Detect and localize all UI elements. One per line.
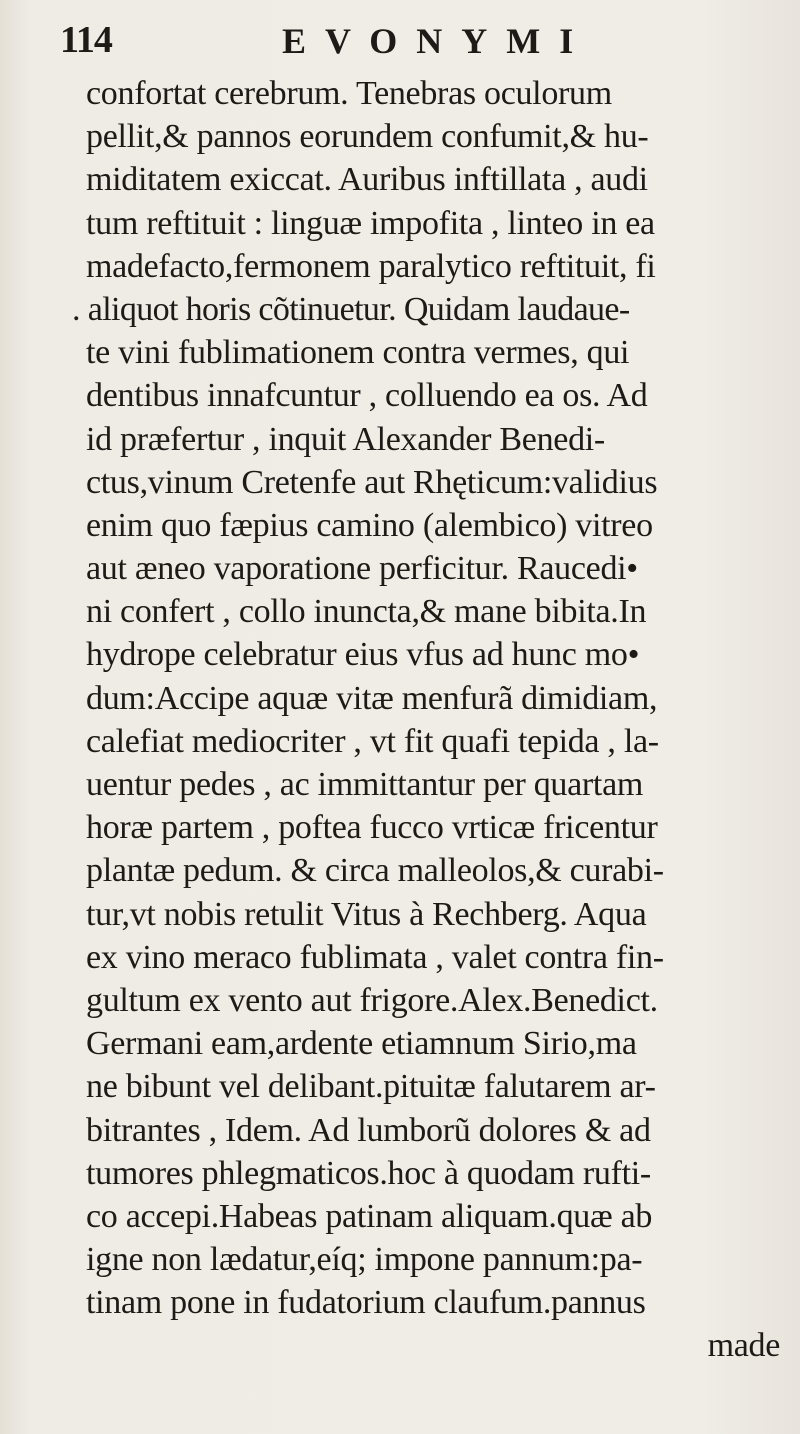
text-line: Germani eam,ardente etiamnum Sirio,ma [86,1025,637,1063]
running-head: EVONYMI [282,21,593,61]
text-line: tum reftituit : linguæ impofita , linteo in ea [86,204,655,242]
text-line: gultum ex vento aut frigore.Alex.Benedict. [86,981,658,1019]
text-line: ctus,vinum Cretenfe aut Rhęticum:validius [86,463,658,501]
text-line: tumores phlegmaticos.hoc à quodam rufti- [86,1154,651,1192]
catchword: made [707,1327,780,1365]
text-line: tur,vt nobis retulit Vitus à Rechberg. Aqua [86,895,647,933]
text-line: uentur pedes , ac immittantur per quartam [86,766,644,803]
text-line: ne bibunt vel delibant.pituitæ falutarem ar- [86,1068,656,1106]
text-line: ni confert , collo inuncta,& mane bibita.In [86,593,647,631]
text-line: ex vino meraco fublimata , valet contra fin- [86,938,664,976]
text-line: enim quo fæpius camino (alembico) vitreo [86,506,653,544]
text-line: miditatem exiccat. Auribus inftillata , audi [86,161,648,199]
text-line: bitrantes , Idem. Ad lumborũ dolores & ad [86,1111,651,1149]
text-line: id præfertur , inquit Alexander Benedi- [86,420,605,458]
text-line: madefacto,fermonem paralytico reftituit, fi [86,247,656,285]
text-line: horæ partem , poftea fucco vrticæ fricentur [86,809,658,847]
text-line: igne non lædatur,eíq; impone pannum:pa- [86,1241,643,1279]
text-line: confortat cerebrum. Tenebras oculorum [86,75,612,112]
text-line: te vini fublimationem contra vermes, qui [86,334,630,372]
page-header [60,14,760,68]
page-number: 114 [60,19,112,61]
text-line: pellit,& pannos eorundem confumit,& hu- [86,118,649,156]
body-text [72,72,786,1368]
text-line: aut æneo vaporatione perficitur. Raucedi• [86,550,638,588]
text-line: dentibus innafcuntur , colluendo ea os. Ad [86,377,648,415]
text-line: hydrope celebratur eius vfus ad hunc mo• [86,636,640,674]
text-line: dum:Accipe aquæ vitæ menfurã dimidiam, [86,679,658,717]
text-line: calefiat mediocriter , vt fit quafi tepida , la- [86,722,659,760]
text-line: co accepi.Habeas patinam aliquam.quæ ab [86,1197,653,1235]
text-line: . aliquot horis cõtinuetur. Quidam laudaue- [72,290,630,328]
text-line: tinam pone in fudatorium claufum.pannus [86,1284,646,1322]
text-line: plantæ pedum. & circa malleolos,& curabi- [86,852,664,890]
